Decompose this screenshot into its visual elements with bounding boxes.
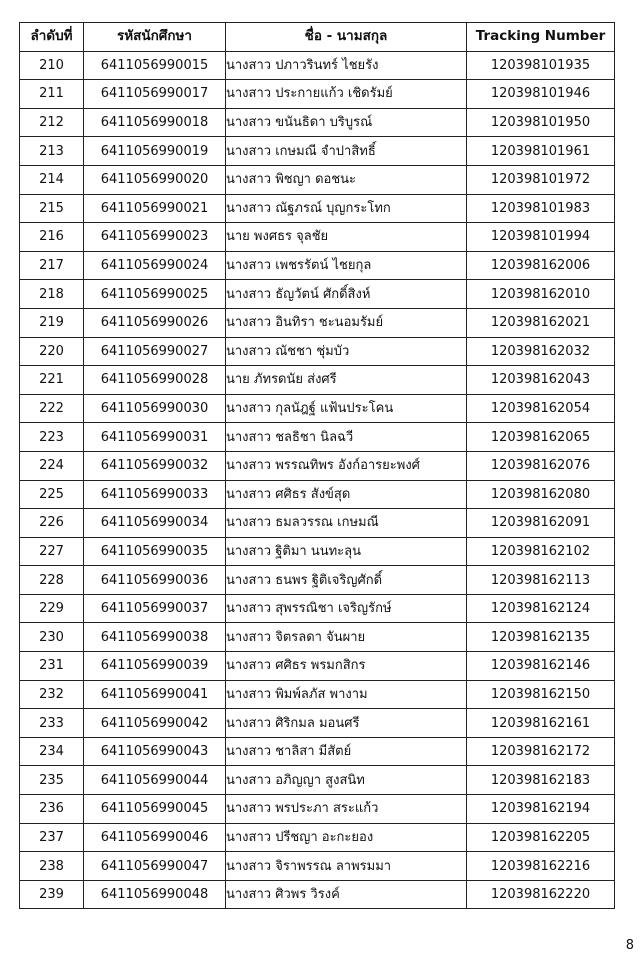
cell-tracking-number: 120398162205 bbox=[467, 823, 615, 852]
header-full-name: ชื่อ - นามสกุล bbox=[226, 23, 467, 52]
cell-order-number: 234 bbox=[20, 737, 84, 766]
cell-full-name: นางสาว พิชญา ดอชนะ bbox=[226, 165, 467, 194]
cell-order-number: 233 bbox=[20, 709, 84, 738]
cell-student-id: 6411056990020 bbox=[84, 165, 226, 194]
table-row bbox=[20, 366, 615, 395]
cell-student-id: 6411056990041 bbox=[84, 680, 226, 709]
cell-order-number: 225 bbox=[20, 480, 84, 509]
table-row bbox=[20, 337, 615, 366]
cell-tracking-number: 120398162113 bbox=[467, 566, 615, 595]
cell-full-name: นางสาว ชลธิชา นิลฉวี bbox=[226, 423, 467, 452]
cell-student-id: 6411056990027 bbox=[84, 337, 226, 366]
cell-order-number: 236 bbox=[20, 795, 84, 824]
cell-order-number: 223 bbox=[20, 423, 84, 452]
cell-tracking-number: 120398162194 bbox=[467, 795, 615, 824]
table-row bbox=[20, 566, 615, 595]
cell-tracking-number: 120398162124 bbox=[467, 594, 615, 623]
cell-order-number: 214 bbox=[20, 165, 84, 194]
table-row bbox=[20, 223, 615, 252]
cell-tracking-number: 120398162054 bbox=[467, 394, 615, 423]
cell-tracking-number: 120398162021 bbox=[467, 308, 615, 337]
cell-student-id: 6411056990035 bbox=[84, 537, 226, 566]
cell-tracking-number: 120398162150 bbox=[467, 680, 615, 709]
cell-order-number: 227 bbox=[20, 537, 84, 566]
cell-full-name: นางสาว ฐิติมา นนทะลุน bbox=[226, 537, 467, 566]
cell-full-name: นางสาว อภิญญา สูงสนิท bbox=[226, 766, 467, 795]
cell-tracking-number: 120398101961 bbox=[467, 137, 615, 166]
cell-order-number: 230 bbox=[20, 623, 84, 652]
cell-student-id: 6411056990019 bbox=[84, 137, 226, 166]
table-row bbox=[20, 737, 615, 766]
cell-order-number: 220 bbox=[20, 337, 84, 366]
cell-student-id: 6411056990045 bbox=[84, 795, 226, 824]
table-row bbox=[20, 423, 615, 452]
cell-tracking-number: 120398101972 bbox=[467, 165, 615, 194]
cell-student-id: 6411056990046 bbox=[84, 823, 226, 852]
table-row bbox=[20, 537, 615, 566]
cell-full-name: นางสาว ศิวพร วิรงค์ bbox=[226, 880, 467, 909]
cell-order-number: 218 bbox=[20, 280, 84, 309]
cell-full-name: นางสาว อินทิรา ชะนอมรัมย์ bbox=[226, 308, 467, 337]
cell-tracking-number: 120398162032 bbox=[467, 337, 615, 366]
cell-student-id: 6411056990047 bbox=[84, 852, 226, 881]
cell-order-number: 229 bbox=[20, 594, 84, 623]
cell-order-number: 219 bbox=[20, 308, 84, 337]
cell-tracking-number: 120398162102 bbox=[467, 537, 615, 566]
cell-student-id: 6411056990042 bbox=[84, 709, 226, 738]
table-row bbox=[20, 594, 615, 623]
cell-student-id: 6411056990044 bbox=[84, 766, 226, 795]
cell-tracking-number: 120398101935 bbox=[467, 51, 615, 80]
cell-order-number: 232 bbox=[20, 680, 84, 709]
cell-full-name: นางสาว จิราพรรณ ลาพรมมา bbox=[226, 852, 467, 881]
cell-tracking-number: 120398162076 bbox=[467, 451, 615, 480]
table-row bbox=[20, 480, 615, 509]
table-row bbox=[20, 165, 615, 194]
cell-tracking-number: 120398162161 bbox=[467, 709, 615, 738]
cell-tracking-number: 120398101994 bbox=[467, 223, 615, 252]
page-number: 8 bbox=[625, 938, 634, 953]
cell-tracking-number: 120398162172 bbox=[467, 737, 615, 766]
cell-student-id: 6411056990026 bbox=[84, 308, 226, 337]
header-tracking-number: Tracking Number bbox=[467, 23, 615, 52]
cell-full-name: นางสาว พรรณทิพร อังก์อารยะพงศ์ bbox=[226, 451, 467, 480]
table-row bbox=[20, 251, 615, 280]
cell-order-number: 221 bbox=[20, 366, 84, 395]
cell-tracking-number: 120398162006 bbox=[467, 251, 615, 280]
cell-order-number: 217 bbox=[20, 251, 84, 280]
cell-student-id: 6411056990034 bbox=[84, 509, 226, 538]
cell-full-name: นางสาว เกษมณี จำปาสิทธิ์ bbox=[226, 137, 467, 166]
cell-student-id: 6411056990030 bbox=[84, 394, 226, 423]
cell-tracking-number: 120398162183 bbox=[467, 766, 615, 795]
table-row bbox=[20, 709, 615, 738]
cell-tracking-number: 120398162010 bbox=[467, 280, 615, 309]
table-row bbox=[20, 623, 615, 652]
cell-order-number: 215 bbox=[20, 194, 84, 223]
cell-full-name: นางสาว พิมพ์ลภัส พางาม bbox=[226, 680, 467, 709]
cell-full-name: นางสาว พรประภา สระแก้ว bbox=[226, 795, 467, 824]
cell-full-name: นางสาว ศศิธร สังข์สุด bbox=[226, 480, 467, 509]
cell-full-name: นางสาว ศศิธร พรมกสิกร bbox=[226, 652, 467, 681]
table-row bbox=[20, 137, 615, 166]
cell-tracking-number: 120398162146 bbox=[467, 652, 615, 681]
cell-student-id: 6411056990043 bbox=[84, 737, 226, 766]
cell-full-name: นางสาว ธนพร ฐิติเจริญศักดิ์ bbox=[226, 566, 467, 595]
cell-order-number: 210 bbox=[20, 51, 84, 80]
cell-order-number: 224 bbox=[20, 451, 84, 480]
cell-student-id: 6411056990028 bbox=[84, 366, 226, 395]
cell-tracking-number: 120398162080 bbox=[467, 480, 615, 509]
table-row bbox=[20, 108, 615, 137]
cell-full-name: นางสาว สุพรรณิชา เจริญรักษ์ bbox=[226, 594, 467, 623]
cell-order-number: 226 bbox=[20, 509, 84, 538]
cell-tracking-number: 120398162043 bbox=[467, 366, 615, 395]
table-row bbox=[20, 194, 615, 223]
cell-full-name: นางสาว ธมลวรรณ เกษมณี bbox=[226, 509, 467, 538]
cell-student-id: 6411056990036 bbox=[84, 566, 226, 595]
table-header-row bbox=[20, 23, 615, 52]
table-row bbox=[20, 280, 615, 309]
cell-tracking-number: 120398162220 bbox=[467, 880, 615, 909]
table-row bbox=[20, 509, 615, 538]
cell-tracking-number: 120398162216 bbox=[467, 852, 615, 881]
cell-full-name: นาย ภัทรดนัย ส่งศรี bbox=[226, 366, 467, 395]
cell-order-number: 239 bbox=[20, 880, 84, 909]
cell-full-name: นางสาว ธัญวัตน์ ศักดิ์สิงห์ bbox=[226, 280, 467, 309]
table-row bbox=[20, 766, 615, 795]
table-row bbox=[20, 451, 615, 480]
cell-tracking-number: 120398101950 bbox=[467, 108, 615, 137]
cell-student-id: 6411056990024 bbox=[84, 251, 226, 280]
cell-student-id: 6411056990038 bbox=[84, 623, 226, 652]
cell-full-name: นางสาว เพชรรัตน์ ไชยกุล bbox=[226, 251, 467, 280]
cell-full-name: นางสาว ศิริกมล มอนศรี bbox=[226, 709, 467, 738]
cell-tracking-number: 120398101983 bbox=[467, 194, 615, 223]
cell-full-name: นางสาว ชาลิสา มีสัตย์ bbox=[226, 737, 467, 766]
cell-order-number: 213 bbox=[20, 137, 84, 166]
cell-full-name: นางสาว ขนันธิดา บริบูรณ์ bbox=[226, 108, 467, 137]
table-row bbox=[20, 795, 615, 824]
cell-student-id: 6411056990037 bbox=[84, 594, 226, 623]
cell-student-id: 6411056990031 bbox=[84, 423, 226, 452]
table-row bbox=[20, 852, 615, 881]
cell-full-name: นางสาว จิตรลดา จันผาย bbox=[226, 623, 467, 652]
cell-order-number: 216 bbox=[20, 223, 84, 252]
cell-student-id: 6411056990017 bbox=[84, 80, 226, 109]
cell-tracking-number: 120398162091 bbox=[467, 509, 615, 538]
cell-student-id: 6411056990025 bbox=[84, 280, 226, 309]
cell-student-id: 6411056990033 bbox=[84, 480, 226, 509]
cell-order-number: 222 bbox=[20, 394, 84, 423]
cell-tracking-number: 120398101946 bbox=[467, 80, 615, 109]
cell-student-id: 6411056990032 bbox=[84, 451, 226, 480]
cell-order-number: 235 bbox=[20, 766, 84, 795]
cell-tracking-number: 120398162065 bbox=[467, 423, 615, 452]
table-row bbox=[20, 652, 615, 681]
cell-order-number: 237 bbox=[20, 823, 84, 852]
cell-full-name: นางสาว กุลนัฎฐ์ แฟ้นประโคน bbox=[226, 394, 467, 423]
cell-student-id: 6411056990048 bbox=[84, 880, 226, 909]
cell-student-id: 6411056990018 bbox=[84, 108, 226, 137]
header-order-number: ลำดับที่ bbox=[20, 23, 84, 52]
table-row bbox=[20, 308, 615, 337]
cell-student-id: 6411056990039 bbox=[84, 652, 226, 681]
cell-order-number: 228 bbox=[20, 566, 84, 595]
cell-full-name: นางสาว ปภาวรินทร์ ไชยรัง bbox=[226, 51, 467, 80]
cell-order-number: 238 bbox=[20, 852, 84, 881]
cell-order-number: 211 bbox=[20, 80, 84, 109]
cell-student-id: 6411056990021 bbox=[84, 194, 226, 223]
cell-tracking-number: 120398162135 bbox=[467, 623, 615, 652]
cell-order-number: 231 bbox=[20, 652, 84, 681]
cell-full-name: นางสาว ประกายแก้ว เชิดรัมย์ bbox=[226, 80, 467, 109]
cell-full-name: นางสาว ณัชชา ชุ่มบัว bbox=[226, 337, 467, 366]
header-student-id: รหัสนักศึกษา bbox=[84, 23, 226, 52]
table-row bbox=[20, 880, 615, 909]
table-row bbox=[20, 823, 615, 852]
student-tracking-table bbox=[19, 22, 615, 909]
table-row bbox=[20, 680, 615, 709]
table-row bbox=[20, 51, 615, 80]
table-row bbox=[20, 80, 615, 109]
cell-student-id: 6411056990015 bbox=[84, 51, 226, 80]
cell-full-name: นาย พงศธร จุลชัย bbox=[226, 223, 467, 252]
cell-full-name: นางสาว ปรีชญา อะกะยอง bbox=[226, 823, 467, 852]
cell-student-id: 6411056990023 bbox=[84, 223, 226, 252]
cell-full-name: นางสาว ณัฐภรณ์ บุญกระโทก bbox=[226, 194, 467, 223]
table-row bbox=[20, 394, 615, 423]
cell-order-number: 212 bbox=[20, 108, 84, 137]
